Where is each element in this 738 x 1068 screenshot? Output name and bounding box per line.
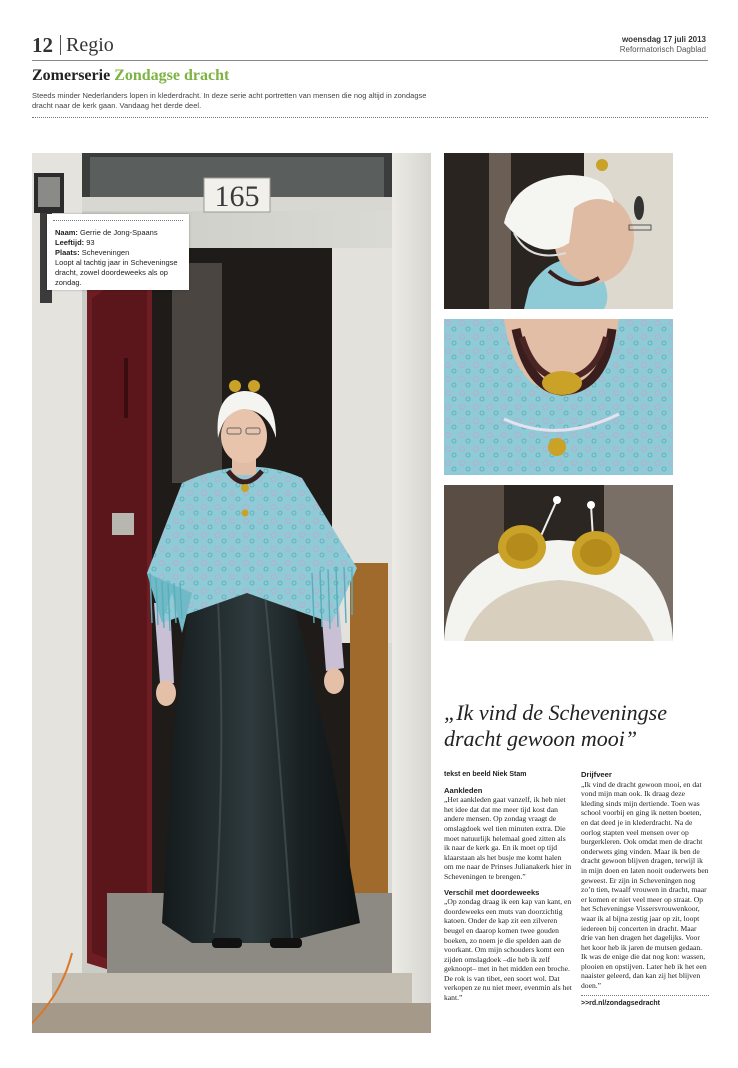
article-column-left (444, 770, 572, 1003)
article-link[interactable]: >>rd.nl/zondagsedracht (581, 999, 660, 1007)
profile-name: Gerrie de Jong-Spaans (80, 228, 158, 237)
profile-name-row (55, 228, 181, 238)
issue-date: woensdag 17 juli 2013 (621, 35, 706, 44)
profile-age-row (55, 238, 181, 248)
profile-place-row (55, 248, 181, 258)
section-title: Regio (66, 34, 114, 56)
article-headline: „Ik vind de Scheveningse dracht gewoon mooi” (444, 700, 667, 751)
newspaper-name: Reformatorisch Dagblad (619, 45, 706, 54)
page-number: 12 (32, 33, 53, 57)
header-divider (60, 35, 61, 55)
series-intro: Steeds minder Nederlanders lopen in klederdracht. In deze serie acht portretten van mensen die nog altijd in zondagse dracht naar de kerk gaan. Vandaag het derde deel. (32, 91, 427, 110)
section-heading-aankleden: Aankleden (444, 785, 483, 795)
article-credit: tekst en beeld Niek Stam (444, 771, 527, 778)
profile-place: Scheveningen (81, 248, 130, 257)
section-body-aankleden: „Het aankleden gaat vanzelf, ik heb niet het idee dat dat me meer tijd kost dan andere mensen. Op zondag vraagt de omslagdoek wel tien minuten extra. Die moet natuurlijk helemaal goed zitten als ik naar de kerk ga. En ik moet op tijd klaarstaan als het busje me komt halen om me naar de Prinses Julianakerk hier in Scheveningen te brengen.” (444, 795, 572, 881)
section-body-drijfveer: „Ik vind de dracht gewoon mooi, en dat vond mijn man ook. Ik draag deze kleding sinds mijn dertiende. Toen was school voorbij en ging ik netten boeten, en dat deed je in klederdracht. Na de oorlog stapten veel mensen over op burgerkleren. Ook omdat men de dracht onderwets ging vinden. Maar ik ben de dracht gewoon blijven dragen, terwijl ik in mijn doen en laten nooit ouderwets ben geweest. Er zijn in Scheveningen nog zo’n tien, twaalf vrouwen in dracht, maar er komen er niet veel meer op straat. Op het Scheveningse Vissersvrouwenkoor, waar ik al bijna zestig jaar op zit, loopt iedereen bij concerten in dracht. Maar drie van hen dragen het dagelijks. Voor het koor heb ik jaren de mutsen gedaan. Ik was de enige die dat nog kon: wassen, plooien en opstijven. Later heb ik het een naaister geleerd, dan kan zij het blijven doen.” (581, 779, 709, 991)
series-label: Zomerserie (32, 67, 111, 84)
series-title: Zondagse dracht (114, 67, 230, 84)
section-body-verschil: „Op zondag draag ik een kap van kant, en doordeweeks een muts van doorzichtig katoen. Onder de kap zit een zilveren beugel en daarop komen twee gouden boeken, zo noem je die spelden aan de voorkant. Om mijn schouders komt een zijden omslagdoek –die heb ik zelf geknoopt– met in het midden een broche. De rok is van tibet, een soort wol. Dat verkopen ze nu niet meer, evenmin als het kant.” (444, 897, 572, 1003)
section-heading-drijfveer: Drijfveer (581, 770, 612, 779)
header-rule (32, 60, 708, 61)
profile-age: 93 (86, 238, 95, 247)
series-heading (32, 67, 229, 85)
profile-infobox (47, 214, 189, 290)
infobox-divider (53, 220, 183, 221)
name-label: Naam: (55, 228, 78, 237)
detail-photo-gold-pins (444, 485, 673, 641)
cap-profile-illustration (444, 153, 673, 309)
link-divider (581, 995, 709, 996)
gold-pins-illustration (444, 485, 673, 641)
intro-divider (32, 117, 708, 118)
detail-photo-cap-profile (444, 153, 673, 309)
place-label: Plaats: (55, 248, 80, 257)
section-heading-verschil: Verschil met doordeweeks (444, 887, 540, 897)
profile-description: Loopt al tachtig jaar in Scheveningse dracht, zowel doordeweeks als op zondag. (55, 258, 178, 287)
necklace-illustration (444, 319, 673, 475)
house-number: 165 (214, 180, 260, 213)
age-label: Leeftijd: (55, 238, 85, 247)
article-column-right (581, 770, 709, 1008)
detail-photo-necklace (444, 319, 673, 475)
